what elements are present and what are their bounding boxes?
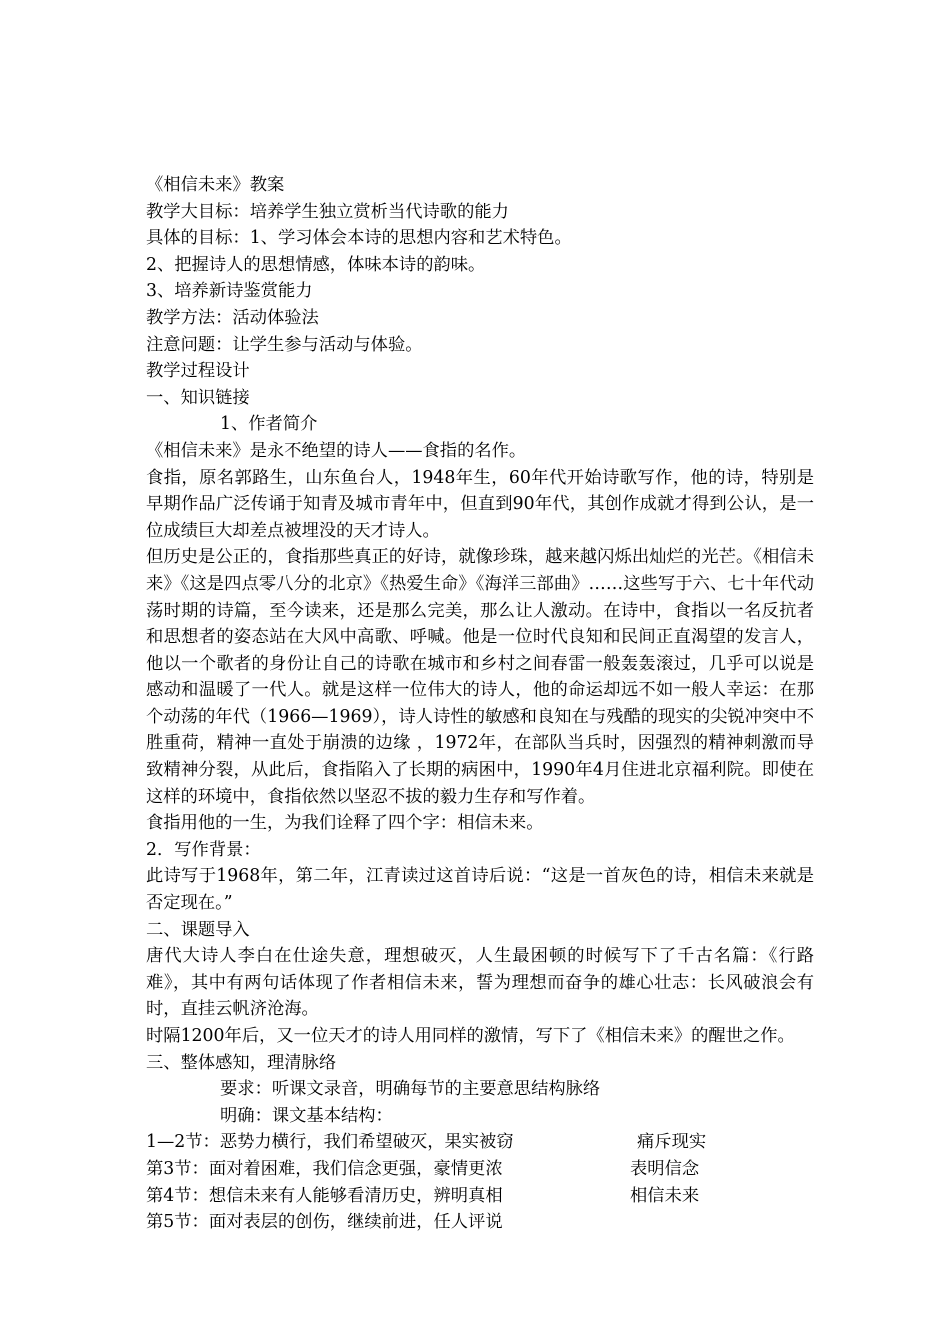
subheading-background: 2．写作背景： (146, 839, 261, 860)
paragraph-4: 食指用他的一生，为我们诠释了四个字：相信未来。 (146, 813, 544, 834)
structure-text: 第5节：面对表层的创伤，继续前进，任人评说 (146, 1212, 503, 1233)
structure-text: 第4节：想信未来有人能够看清历史，辨明真相 (146, 1185, 503, 1206)
goal-3: 3、培养新诗鉴赏能力 (146, 281, 313, 302)
structure-summary: 痛斥现实 (637, 1132, 707, 1153)
structure-text: 1—2节：恶势力横行，我们希望破灭，果实被窃 (146, 1132, 514, 1153)
structure-row (146, 1209, 814, 1236)
structure-text: 第3节：面对着困难，我们信念更强，豪情更浓 (146, 1158, 503, 1179)
big-goal: 教学大目标：培养学生独立赏析当代诗歌的能力 (146, 201, 509, 222)
section-heading-2: 二、课题导入 (146, 919, 250, 940)
section-heading-3: 三、整体感知，理清脉络 (146, 1052, 337, 1073)
document-body (146, 172, 814, 1236)
requirement-line: 要求：听课文录音，明确每节的主要意思结构脉络 (220, 1079, 601, 1100)
structure-summary: 表明信念 (630, 1158, 700, 1179)
section-heading-1: 一、知识链接 (146, 387, 250, 408)
subheading-author: 1、作者简介 (220, 414, 318, 435)
paragraph-7: 时隔1200年后，又一位天才的诗人用同样的激情，写下了《相信未来》的醒世之作。 (146, 1026, 795, 1046)
structure-row (146, 1129, 814, 1156)
structure-summary: 相信未来 (630, 1185, 700, 1206)
goal-2: 2、把握诗人的思想情感，体味本诗的韵味。 (146, 254, 486, 275)
structure-row (146, 1183, 814, 1210)
paragraph-5: 此诗写于1968年，第二年，江青读过这首诗后说：“这是一首灰色的诗，相信未来就是否定现在。” (146, 866, 814, 914)
attention-note: 注意问题：让学生参与活动与体验。 (146, 334, 423, 355)
doc-title: 《相信未来》教案 (146, 175, 285, 195)
paragraph-3: 但历史是公正的，食指那些真正的好诗，就像珍珠，越来越闪烁出灿烂的光芒。《相信未来》《这是四点零八分的北京》《热爱生命》《海洋三部曲》……这些写于六、七十年代动荡时期的诗篇，至今读来，还是那么完美，那么让人激动。在诗中，食指以一名反抗者和思想者的姿态站在大风中高歌、呼喊。他是一位时代良知和民间正直渴望的发言人，他以一个歌者的身份让自己的诗歌在城市和乡村之间春雷一般轰轰滚过，几乎可以说是感动和温暖了一代人。就是这样一位伟大的诗人，他的命运却远不如一般人幸运：在那个动荡的年代（1966—1969），诗人诗性的敏感和良知在与残酷的现实的尖锐冲突中不胜重荷，精神一直处于崩溃的边缘 ，1972年，在部队当兵时，因强烈的精神刺激而导致精神分裂，从此后，食指陷入了长期的病困中，1990年4月住进北京福利院。即使在这样的环境中，食指依然以坚忍不拔的毅力生存和写作着。 (146, 547, 814, 807)
structure-row (146, 1156, 814, 1183)
process-heading: 教学过程设计 (146, 361, 250, 382)
paragraph-6: 唐代大诗人李白在仕途失意，理想破灭，人生最困顿的时候写下了千古名篇：《行路难》，其中有两句话体现了作者相信未来，誓为理想而奋争的雄心壮志：长风破浪会有时，直挂云帆济沧海。 (146, 946, 814, 1020)
paragraph-2: 食指，原名郭路生，山东鱼台人，1948年生，60年代开始诗歌写作，他的诗，特别是早期作品广泛传诵于知青及城市青年中，但直到90年代，其创作成就才得到公认，是一位成绩巨大却差点被埋没的天才诗人。 (146, 467, 814, 541)
clarify-line: 明确：课文基本结构： (220, 1105, 393, 1126)
goal-1: 具体的目标：1、学习体会本诗的思想内容和艺术特色。 (146, 228, 572, 249)
teaching-method: 教学方法：活动体验法 (146, 307, 319, 328)
paragraph-1: 《相信未来》是永不绝望的诗人——食指的名作。 (146, 440, 527, 461)
